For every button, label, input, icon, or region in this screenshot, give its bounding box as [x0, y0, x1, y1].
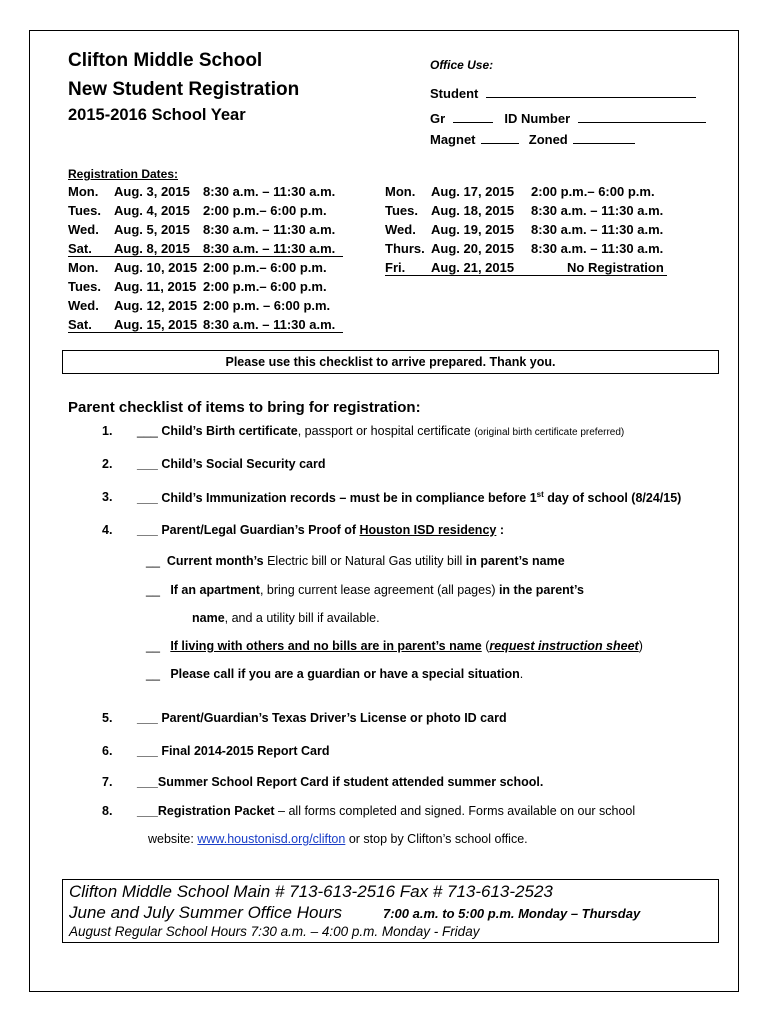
- checklist-item-1: 1. ___ Child’s Birth certificate, passport or hospital certificate (original birth certificate preferred): [102, 424, 625, 438]
- footer-summer-hours-label: June and July Summer Office Hours: [69, 903, 343, 922]
- office-gr-field: [430, 110, 706, 126]
- checklist-item-4: 4. ___ Parent/Legal Guardian’s Proof of Houston ISD residency :: [102, 523, 504, 537]
- checklist-item-8: 8. ___Registration Packet – all forms completed and signed. Forms available on our school: [102, 804, 636, 818]
- checklist-item-7: 7. ___Summer School Report Card if student attended summer school.: [102, 775, 544, 789]
- contact-footer: [62, 879, 719, 943]
- registration-dates-heading: Registration Dates:: [68, 167, 179, 181]
- id-line: [578, 110, 706, 123]
- checklist-item-6: 6. ___ Final 2014-2015 Report Card: [102, 744, 330, 758]
- checklist-item-2: 2. ___ Child’s Social Security card: [102, 457, 326, 471]
- checklist-item-8-website: website: www.houstonisd.org/clifton or stop by Clifton’s school office.: [148, 832, 528, 846]
- school-year: 2015-2016 School Year: [68, 106, 246, 124]
- residency-option-guardian: __ Please call if you are a guardian or have a special situation.: [146, 667, 524, 681]
- form-title: New Student Registration: [68, 79, 300, 100]
- office-gr-label: Gr: [430, 111, 446, 126]
- footer-summer-hours: 7:00 a.m. to 5:00 p.m. Monday – Thursday: [383, 906, 641, 921]
- office-use-label: Office Use:: [430, 58, 494, 72]
- gr-line: [453, 110, 493, 123]
- office-student-label: Student: [430, 86, 479, 101]
- residency-option-apartment: __ If an apartment, bring current lease agreement (all pages) in the parent’s: [146, 583, 584, 597]
- school-name: Clifton Middle School: [68, 50, 263, 71]
- office-student-field: [430, 85, 696, 101]
- student-line: [486, 85, 696, 98]
- school-website-link[interactable]: www.houstonisd.org/clifton: [197, 832, 346, 846]
- office-zoned-label: Zoned: [528, 132, 568, 147]
- office-magnet-field: [430, 131, 635, 147]
- footer-regular-hours: August Regular School Hours 7:30 a.m. – 4:00 p.m. Monday - Friday: [69, 924, 480, 939]
- magnet-line: [481, 131, 519, 144]
- checklist-item-5: 5. ___ Parent/Guardian’s Texas Driver’s License or photo ID card: [102, 711, 507, 725]
- residency-option-utility-bill: __ Current month’s Electric bill or Natural Gas utility bill in parent’s name: [146, 554, 565, 568]
- checklist-title: Parent checklist of items to bring for registration:: [68, 399, 421, 416]
- office-id-label: ID Number: [504, 111, 571, 126]
- footer-phone-line: Clifton Middle School Main # 713-613-2516 Fax # 713-613-2523: [69, 882, 553, 901]
- residency-option-living-with-others: __ If living with others and no bills are in parent’s name (request instruction sheet): [146, 639, 643, 653]
- checklist-item-3: 3. ___ Child’s Immunization records – must be in compliance before 1st day of school (8/24/15): [102, 490, 682, 506]
- checklist-banner: Please use this checklist to arrive prepared. Thank you.: [62, 350, 719, 374]
- zoned-line: [573, 131, 635, 144]
- office-magnet-label: Magnet: [430, 132, 476, 147]
- residency-option-apartment-cont: name, and a utility bill if available.: [192, 611, 380, 625]
